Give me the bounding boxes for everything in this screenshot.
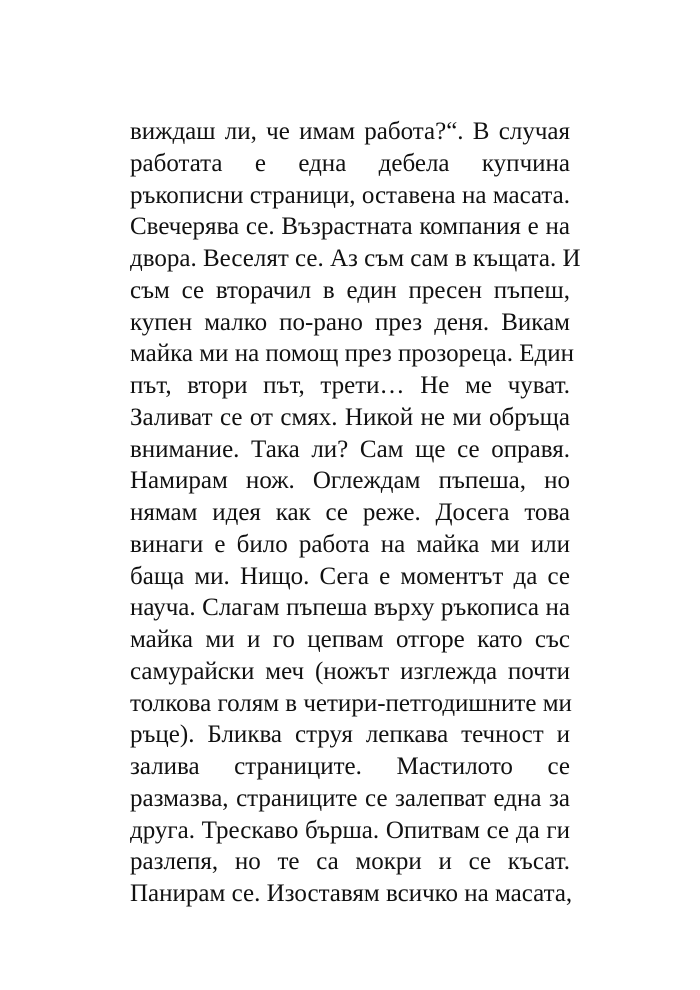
text-line: Намирам нож. Оглеждам пъпеша, но (130, 467, 570, 495)
text-line: работата е една дебела купчина (130, 149, 570, 177)
body-text (130, 116, 581, 910)
text-line: нямам идея как се реже. Досега това (130, 499, 570, 526)
text-line: път, втори път, трети… Не ме чуват. (130, 372, 570, 399)
text-line: внимание. Така ли? Сам ще се оправя. (130, 435, 570, 463)
text-line: друга. Трескаво бърша. Опитвам се да ги (130, 816, 570, 844)
text-line: самурайски меч (ножът изглежда почти (130, 657, 570, 685)
text-line: баща ми. Нищо. Сега е моментът да се (130, 562, 570, 590)
text-line: съм се вторачил в един пресен пъпеш, (130, 276, 570, 304)
text-line: Заливат се от смях. Никой не ми обръща (130, 403, 570, 431)
text-line: Панирам се. Изоставям всичко на масата, (130, 880, 573, 907)
text-line: разлепя, но те са мокри и се късат. (130, 848, 570, 876)
text-line: купен малко по-рано през деня. Викам (130, 308, 570, 336)
text-line: толкова голям в четири-петгодишните ми (130, 689, 572, 717)
text-line: залива страниците. Мастилото се (130, 753, 570, 780)
text-line: науча. Слагам пъпеша върху ръкописа на (130, 594, 570, 622)
text-line: ръце). Бликва струя лепкава течност и (130, 721, 570, 749)
text-line: виждаш ли, че имам работа?“. В случая (130, 118, 570, 145)
text-line: винаги е било работа на майка ми или (130, 530, 570, 558)
text-line: размазва, страниците се залепват една за (130, 784, 570, 812)
text-line: майка ми и го цепвам отгоре като със (130, 626, 570, 653)
text-line: двора. Веселят се. Аз съм сам в къщата. И (130, 245, 581, 272)
text-line: Свечерява се. Възрастната компания е на (130, 213, 570, 241)
text-line: майка ми на помощ през прозореца. Един (130, 340, 574, 368)
text-line: ръкописни страници, оставена на масата. (130, 181, 570, 209)
